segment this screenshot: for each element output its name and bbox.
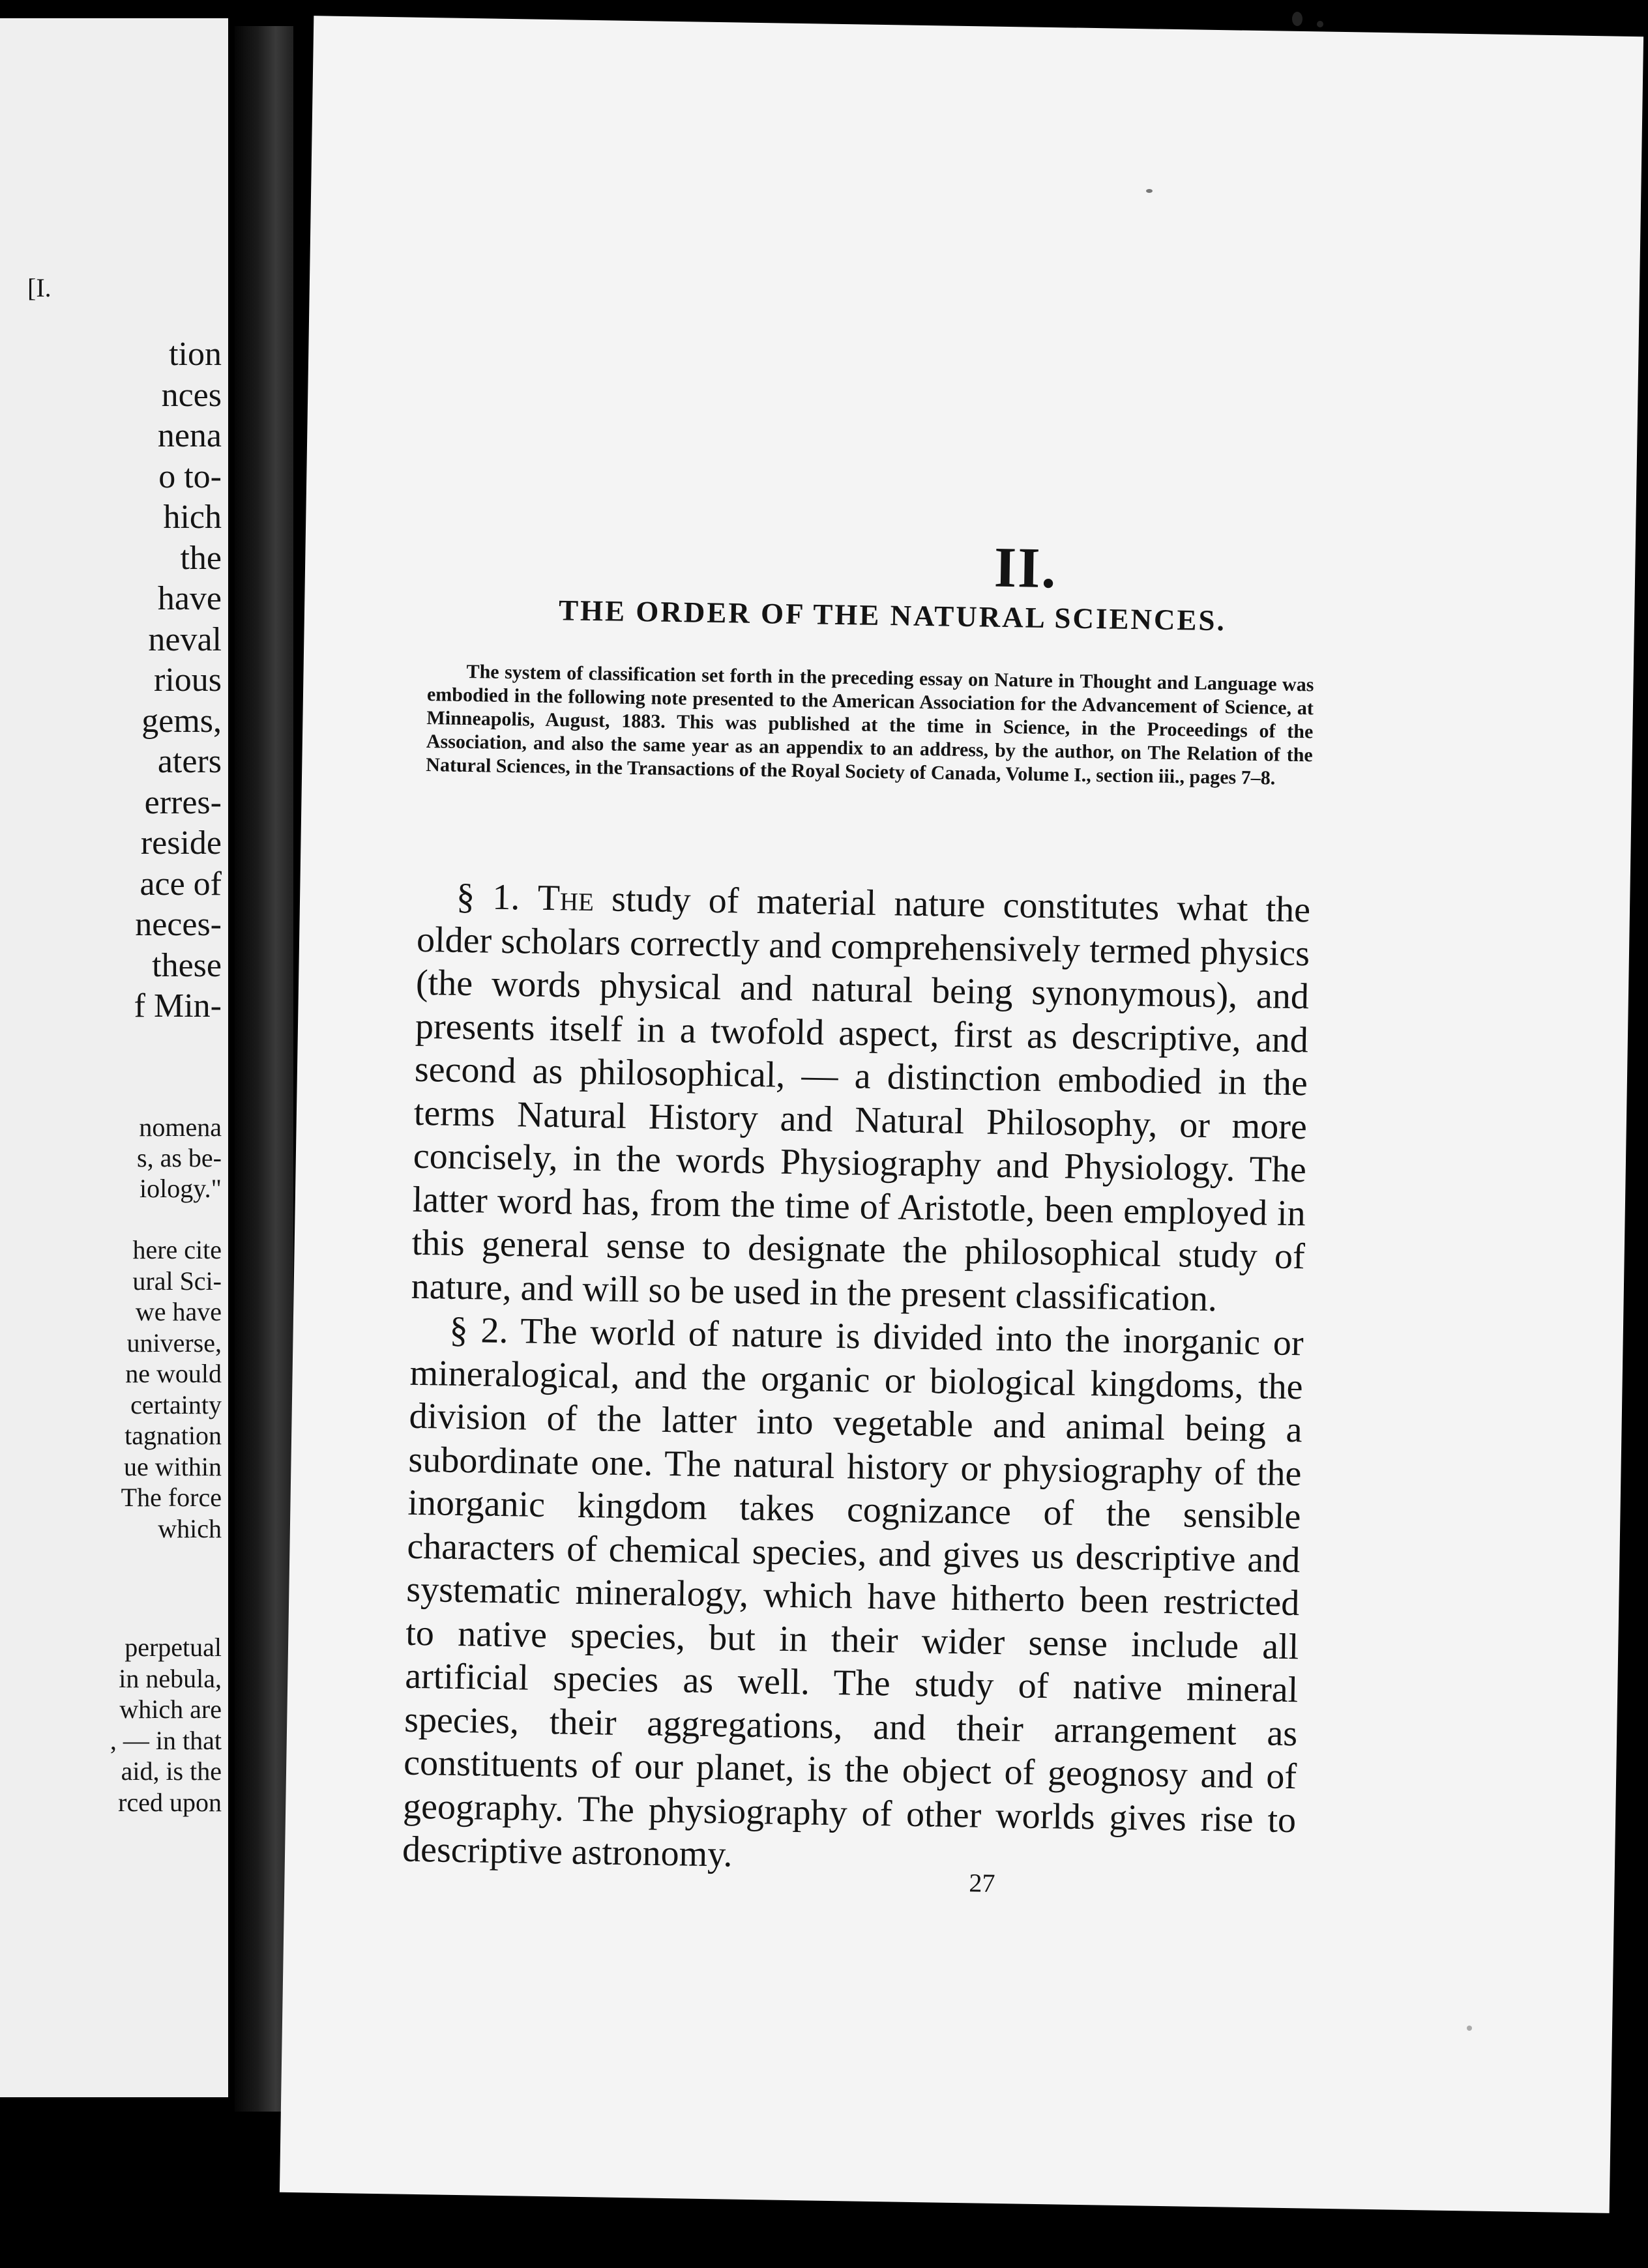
scan-speck — [1317, 21, 1323, 27]
chapter-title: THE ORDER OF THE NATURAL SCIENCES. — [558, 594, 1227, 637]
left-page-line: reside — [140, 824, 222, 862]
left-page-line: tion — [169, 336, 222, 373]
headnote-text: The system of classification set forth in the preceding essay on Nature in Thought and Language was embodied in the following note presented to the American Association for the Advancement of Science, at Minneapolis, August, 1883. This was published at the time in Science, in the Proceedings of the Association, and also the same year as an appendix to an address, by the author, on The Relation of the Natural Sciences, in the Transactions of the Royal Society of Canada, Volume I., section iii., pages 7–8. — [426, 660, 1314, 789]
section-marker: § 2. — [449, 1309, 509, 1352]
left-page-line: universe, — [126, 1328, 222, 1358]
left-page-line: ural Sci- — [132, 1266, 222, 1296]
left-page-line: perpetual — [125, 1633, 222, 1662]
left-page-line: The force — [121, 1483, 222, 1512]
chapter-numeral: II. — [993, 536, 1058, 601]
left-page-line: nena — [157, 417, 222, 454]
body-text — [402, 875, 1311, 1885]
left-page-line: rced upon — [118, 1787, 222, 1817]
left-page-line: aid, is the — [121, 1756, 222, 1786]
left-page-line: iology." — [140, 1174, 222, 1203]
left-page-line: tagnation — [125, 1421, 222, 1450]
left-page-line: hich — [163, 499, 222, 536]
left-page-line: have — [157, 580, 222, 617]
section-marker: § 1. — [456, 876, 520, 918]
left-page-line: erres- — [144, 783, 222, 821]
left-page-line: gems, — [141, 702, 222, 740]
left-page-line: certainty — [130, 1389, 222, 1419]
scan-speck — [1292, 12, 1302, 26]
paragraph-text: The world of nature is divided into the inorganic or mineralogical, and the organic or biological kingdoms, the division of the latter into vegetable and animal being a subordinate one. The natural history or physiography of the inorganic kingdom takes cognizance of the sensible characters of chemical species, and gives us descriptive and systematic mineralogy, which have hitherto been restricted to native species, but in their wider sense include all artificial species as well. The study of native mineral species, their aggregations, and their arrangement as constituents of our planet, is the object of geognosy and of geography. The physiography of other worlds gives rise to descriptive astronomy. — [402, 1311, 1304, 1875]
left-page-line: nces — [161, 376, 222, 414]
book-binding-gutter — [235, 26, 293, 2112]
left-page-line: rious — [154, 662, 222, 699]
left-page-line: ace of — [140, 865, 222, 903]
left-page-line: ne would — [125, 1359, 222, 1388]
left-page-line: aters — [157, 743, 222, 780]
page-number: 27 — [969, 1868, 995, 1898]
left-page-line: here cite — [132, 1235, 222, 1264]
headnote — [426, 660, 1314, 791]
scan-speck — [1467, 2026, 1472, 2031]
left-page-line: ue within — [124, 1451, 222, 1481]
paragraph-2 — [402, 1308, 1304, 1885]
left-page-line: which — [158, 1513, 222, 1543]
left-page-line: which are — [119, 1694, 222, 1724]
lead-word: The — [537, 877, 595, 920]
left-page-line: neval — [148, 620, 222, 658]
left-facing-page — [0, 18, 228, 2097]
left-page-line: neces- — [135, 906, 222, 943]
paragraph-text: study of material nature constitutes what the older scholars correctly and comprehensively termed physics (the words physical and natural being synonymous), and presents itself in a twofold aspect, first as descriptive, and second as philosophical, — a distinction embodied in the terms Natural History and Natural Philosophy, or more concisely, in the words Physiography and Physiology. The latter word has, from the time of Aristotle, been employed in this general sense to designate the philosophical study of nature, and will so be used in the present classification. — [411, 879, 1311, 1319]
left-page-line: nomena — [139, 1112, 222, 1142]
scan-speck — [1146, 189, 1153, 193]
left-page-marker: [I. — [27, 273, 52, 302]
book-page — [280, 16, 1643, 2213]
left-page-line: in nebula, — [119, 1663, 222, 1693]
left-page-line: these — [152, 946, 222, 984]
left-page-line: f Min- — [134, 987, 222, 1025]
left-page-line: , — in that — [110, 1725, 222, 1755]
left-page-line: s, as be- — [137, 1143, 222, 1172]
left-page-line: the — [180, 539, 222, 577]
left-page-line: we have — [135, 1297, 222, 1326]
paragraph-1 — [411, 875, 1310, 1322]
left-page-line: o to- — [158, 458, 222, 495]
